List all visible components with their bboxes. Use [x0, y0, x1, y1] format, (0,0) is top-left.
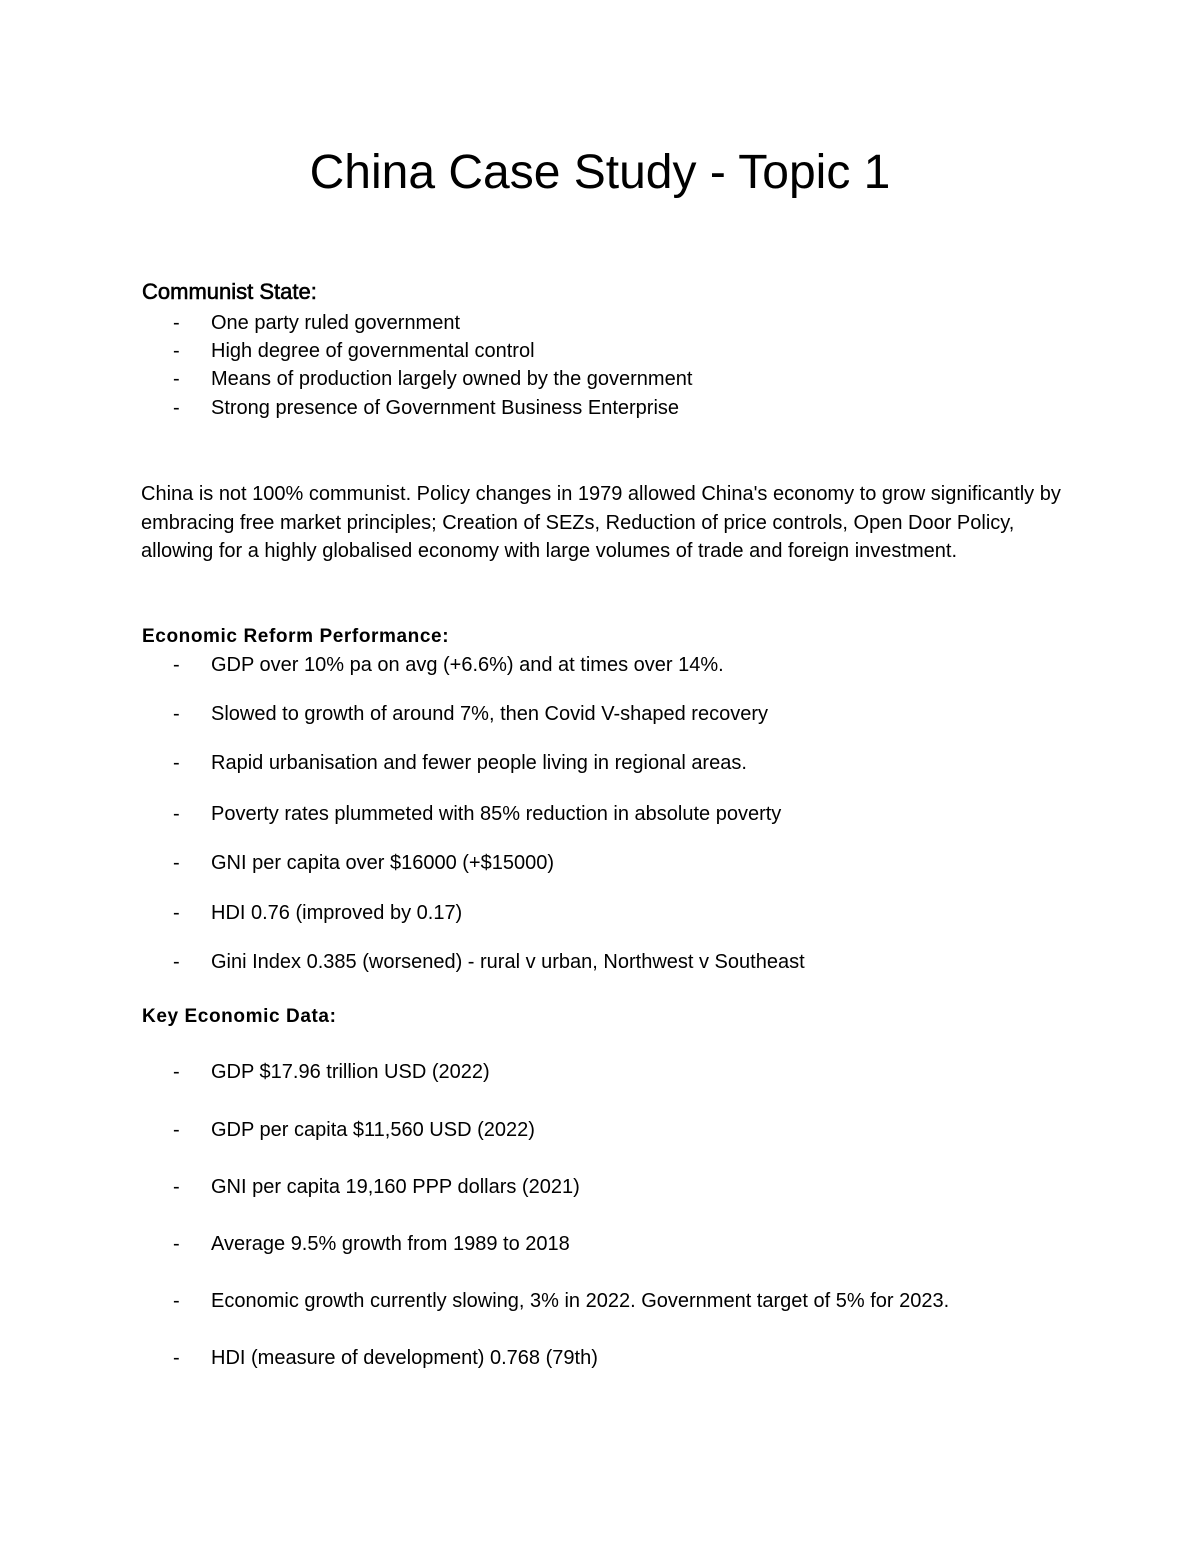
bullet-dash: -: [173, 1233, 180, 1255]
list-item-text: Poverty rates plummeted with 85% reduction in absolute poverty: [211, 803, 782, 825]
page-title: China Case Study - Topic 1: [309, 146, 891, 199]
bullet-dash: -: [173, 340, 180, 362]
list-item-text: HDI (measure of development) 0.768 (79th): [211, 1347, 598, 1369]
list-item-text: GDP over 10% pa on avg (+6.6%) and at times over 14%.: [211, 654, 724, 676]
bullet-dash: -: [173, 1176, 180, 1198]
bullet-dash: -: [173, 752, 180, 774]
bullet-dash: -: [173, 654, 180, 676]
section-heading-key-economic-data: Key Economic Data:: [142, 1006, 337, 1027]
bullet-dash: -: [173, 397, 180, 419]
list-item-text: One party ruled government: [211, 312, 461, 334]
bullet-dash: -: [173, 368, 180, 390]
list-item-text: Means of production largely owned by the government: [211, 368, 693, 390]
list-item-text: HDI 0.76 (improved by 0.17): [211, 902, 463, 924]
list-item-text: Average 9.5% growth from 1989 to 2018: [211, 1233, 570, 1255]
list-item-text: Gini Index 0.385 (worsened) - rural v urban, Northwest v Southeast: [211, 951, 805, 973]
list-item-text: Economic growth currently slowing, 3% in 2022. Government target of 5% for 2023.: [211, 1290, 950, 1312]
bullet-dash: -: [173, 1290, 180, 1312]
bullet-dash: -: [173, 852, 180, 874]
bullet-dash: -: [173, 951, 180, 973]
list-item-text: GDP $17.96 trillion USD (2022): [211, 1061, 490, 1083]
section-heading-communist-state: Communist State:: [142, 279, 317, 304]
bullet-dash: -: [173, 312, 180, 334]
bullet-dash: -: [173, 1061, 180, 1083]
list-item-text: GNI per capita over $16000 (+$15000): [211, 852, 554, 874]
list-item-text: Rapid urbanisation and fewer people living in regional areas.: [211, 752, 747, 774]
bullet-dash: -: [173, 703, 180, 725]
list-item-text: Strong presence of Government Business Enterprise: [211, 397, 680, 419]
bullet-dash: -: [173, 803, 180, 825]
bullet-dash: -: [173, 1347, 180, 1369]
list-item-text: GNI per capita 19,160 PPP dollars (2021): [211, 1176, 580, 1198]
section-heading-economic-reform: Economic Reform Performance:: [142, 626, 450, 647]
list-item-text: Slowed to growth of around 7%, then Covid V-shaped recovery: [211, 703, 768, 725]
bullet-dash: -: [173, 1119, 180, 1141]
body-paragraph: China is not 100% communist. Policy changes in 1979 allowed China's economy to grow significantly by embracing free market principles; Creation of SEZs, Reduction of price controls, Open Door Policy, allowing for a highly globalised economy with large volumes of trade and foreign investment.: [141, 483, 1061, 562]
bullet-dash: -: [173, 902, 180, 924]
list-item-text: High degree of governmental control: [211, 340, 535, 362]
list-item-text: GDP per capita $11,560 USD (2022): [211, 1119, 535, 1141]
